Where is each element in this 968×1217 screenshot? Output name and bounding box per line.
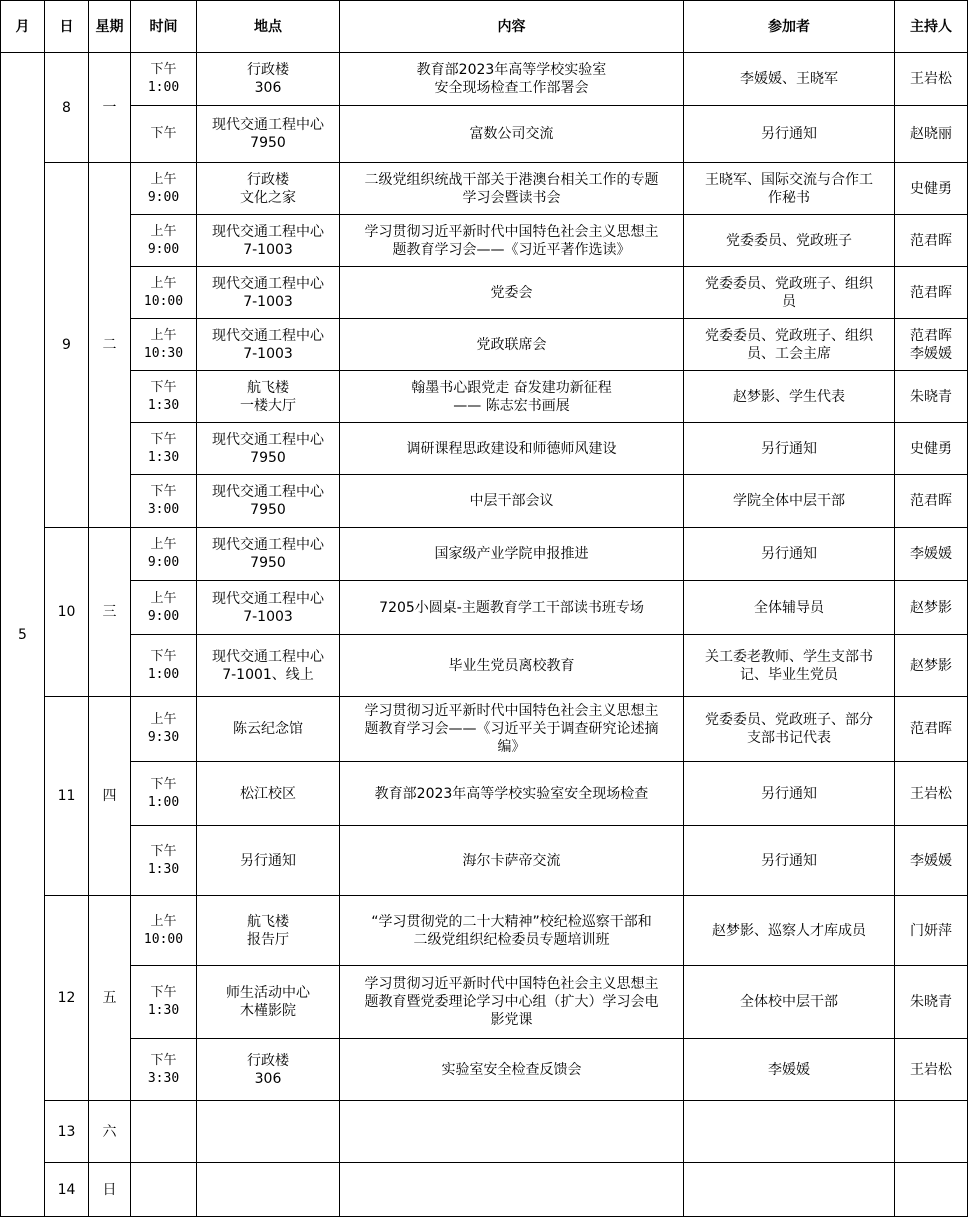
participants-cell	[684, 215, 895, 267]
month-cell: 5	[1, 53, 45, 1217]
schedule-row	[1, 1039, 968, 1101]
participants-cell	[684, 896, 895, 966]
time-cell	[131, 1163, 197, 1217]
time-line: 下午	[150, 985, 177, 1000]
time-line: 下午	[150, 843, 177, 859]
participants-line: 全体辅导员	[754, 599, 824, 616]
time-line: 下午	[150, 62, 177, 77]
location-cell	[197, 635, 340, 697]
header-row	[1, 1, 968, 53]
location-line: 报告厅	[247, 931, 289, 948]
host-cell	[895, 966, 968, 1039]
host-line: 史健勇	[910, 440, 952, 457]
content-cell	[340, 697, 684, 762]
content-line: 党委会	[490, 284, 533, 301]
content-line: 学习贯彻习近平新时代中国特色社会主义思想主	[364, 703, 659, 719]
location-cell	[197, 475, 340, 528]
schedule-row	[1, 826, 968, 896]
participants-line: 作秘书	[768, 189, 810, 206]
header-day: 日	[45, 1, 89, 53]
participants-cell	[684, 966, 895, 1039]
schedule-row	[1, 966, 968, 1039]
location-cell	[197, 896, 340, 966]
location-line: 现代交通工程中心	[212, 117, 324, 133]
host-line: 朱晓青	[910, 388, 952, 405]
participants-line: 党委委员、党政班子、部分	[705, 712, 873, 728]
content-line: 题教育暨党委理论学习中心组（扩大）学习会电	[364, 994, 659, 1010]
content-cell	[340, 1039, 684, 1101]
time-cell	[131, 762, 197, 826]
location-cell	[197, 1163, 340, 1217]
time-line: 上午	[150, 537, 177, 552]
host-cell	[895, 163, 968, 215]
time-cell	[131, 1039, 197, 1101]
schedule-row	[1, 53, 968, 106]
content-line: 编》	[497, 739, 526, 755]
location-line: 一楼大厅	[240, 397, 296, 414]
day-cell: 11	[45, 697, 89, 896]
host-line: 范君晖	[910, 232, 952, 249]
content-line: 海尔卡萨帝交流	[462, 852, 561, 869]
host-cell	[895, 762, 968, 826]
host-cell	[895, 215, 968, 267]
schedule-row	[1, 106, 968, 163]
participants-cell	[684, 697, 895, 762]
location-line: 7-1003	[243, 608, 293, 625]
participants-cell	[684, 762, 895, 826]
schedule-row	[1, 1163, 968, 1217]
weekday-cell: 四	[89, 697, 131, 896]
host-line: 赵晓丽	[910, 126, 952, 142]
participants-line: 李媛媛	[768, 1061, 810, 1078]
time-cell	[131, 475, 197, 528]
schedule-row	[1, 267, 968, 319]
time-line: 下午	[150, 431, 177, 447]
host-cell	[895, 319, 968, 371]
time-line: 下午	[150, 126, 177, 141]
weekday-cell: 二	[89, 163, 131, 528]
content-cell	[340, 1101, 684, 1163]
participants-line: 另行通知	[761, 126, 817, 142]
time-line: 1:30	[147, 1003, 180, 1018]
time-cell	[131, 319, 197, 371]
day-cell: 8	[45, 53, 89, 163]
header-month: 月	[1, 1, 45, 53]
time-line: 上午	[150, 223, 177, 239]
host-cell	[895, 53, 968, 106]
time-cell	[131, 215, 197, 267]
time-cell	[131, 826, 197, 896]
schedule-row	[1, 697, 968, 762]
location-line: 7950	[250, 135, 286, 151]
content-cell	[340, 826, 684, 896]
time-cell	[131, 697, 197, 762]
content-line: 教育部2023年高等学校实验室	[416, 62, 607, 78]
location-line: 现代交通工程中心	[212, 223, 324, 240]
location-line: 师生活动中心	[226, 985, 310, 1001]
host-cell	[895, 106, 968, 163]
content-line: 学习贯彻习近平新时代中国特色社会主义思想主	[364, 223, 659, 240]
participants-line: 员	[782, 293, 796, 310]
location-line: 7950	[250, 449, 286, 466]
schedule-body	[1, 53, 968, 1217]
content-line: 中层干部会议	[469, 493, 554, 509]
weekday-cell: 三	[89, 528, 131, 697]
content-line: 题教育学习会——《习近平关于调查研究论述摘	[364, 721, 659, 737]
location-line: 7950	[250, 502, 286, 518]
content-line: 二级党组织纪检委员专题培训班	[413, 931, 610, 948]
time-line: 10:30	[143, 345, 184, 361]
host-line: 朱晓青	[910, 994, 952, 1010]
location-line: 306	[254, 80, 282, 96]
location-line: 另行通知	[240, 852, 296, 869]
host-cell	[895, 1101, 968, 1163]
content-cell	[340, 528, 684, 581]
location-line: 现代交通工程中心	[212, 590, 324, 607]
location-line: 现代交通工程中心	[212, 648, 324, 665]
host-line: 赵梦影	[910, 599, 952, 616]
time-cell	[131, 267, 197, 319]
host-cell	[895, 896, 968, 966]
participants-line: 记、毕业生党员	[740, 666, 838, 683]
day-cell: 10	[45, 528, 89, 697]
time-line: 9:00	[147, 241, 180, 257]
host-line: 王岩松	[910, 1061, 952, 1078]
day-cell: 12	[45, 896, 89, 1101]
location-cell	[197, 966, 340, 1039]
schedule-row	[1, 475, 968, 528]
time-line: 3:00	[147, 502, 180, 517]
weekday-cell: 六	[89, 1101, 131, 1163]
host-line: 范君晖	[910, 327, 952, 344]
participants-cell	[684, 163, 895, 215]
host-cell	[895, 581, 968, 635]
weekday-cell: 五	[89, 896, 131, 1101]
host-line: 范君晖	[910, 284, 952, 301]
location-line: 文化之家	[240, 189, 296, 206]
time-line: 10:00	[143, 931, 184, 947]
content-cell	[340, 635, 684, 697]
participants-cell	[684, 106, 895, 163]
participants-cell	[684, 423, 895, 475]
weekday-cell: 日	[89, 1163, 131, 1217]
location-line: 306	[254, 1070, 282, 1087]
location-line: 现代交通工程中心	[212, 537, 324, 553]
host-line: 赵梦影	[910, 657, 952, 674]
time-cell	[131, 163, 197, 215]
participants-line: 另行通知	[761, 546, 817, 562]
participants-line: 赵梦影、巡察人才库成员	[712, 922, 866, 939]
content-line: 教育部2023年高等学校实验室安全现场检查	[374, 785, 649, 802]
time-line: 10:00	[143, 293, 184, 309]
participants-cell	[684, 267, 895, 319]
location-line: 航飞楼	[247, 379, 289, 396]
location-line: 木槿影院	[240, 1003, 296, 1019]
content-line: 实验室安全检查反馈会	[441, 1061, 582, 1078]
location-cell	[197, 697, 340, 762]
participants-line: 赵梦影、学生代表	[733, 388, 845, 405]
participants-line: 另行通知	[761, 440, 817, 457]
header-content: 内容	[340, 1, 684, 53]
content-cell	[340, 267, 684, 319]
content-line: 毕业生党员离校教育	[448, 657, 575, 674]
location-line: 7-1003	[243, 345, 293, 362]
time-line: 3:30	[147, 1070, 180, 1086]
time-line: 上午	[150, 327, 177, 343]
header-participants: 参加者	[684, 1, 895, 53]
participants-line: 另行通知	[761, 785, 817, 802]
time-cell	[131, 581, 197, 635]
content-line: 题教育学习会——《习近平著作选读》	[392, 241, 631, 258]
content-cell	[340, 581, 684, 635]
time-line: 9:00	[147, 608, 180, 624]
content-line: 学习贯彻习近平新时代中国特色社会主义思想主	[364, 976, 659, 992]
time-line: 下午	[150, 776, 177, 792]
host-line: 王岩松	[910, 785, 952, 802]
content-line: 党政联席会	[476, 336, 547, 353]
host-cell	[895, 697, 968, 762]
content-cell	[340, 163, 684, 215]
time-line: 9:00	[147, 189, 180, 205]
time-line: 1:00	[147, 80, 180, 95]
schedule-row	[1, 896, 968, 966]
time-cell	[131, 528, 197, 581]
host-line: 李媛媛	[910, 852, 952, 869]
time-cell	[131, 423, 197, 475]
location-line: 现代交通工程中心	[212, 484, 324, 500]
content-cell	[340, 896, 684, 966]
schedule-row	[1, 319, 968, 371]
time-line: 下午	[150, 379, 177, 395]
participants-cell	[684, 581, 895, 635]
time-line: 上午	[150, 712, 177, 727]
participants-line: 员、工会主席	[747, 345, 831, 362]
time-cell	[131, 53, 197, 106]
content-cell	[340, 423, 684, 475]
host-cell	[895, 1163, 968, 1217]
schedule-row	[1, 528, 968, 581]
participants-cell	[684, 53, 895, 106]
host-line: 李媛媛	[910, 345, 952, 362]
location-line: 7-1003	[243, 293, 293, 310]
schedule-row	[1, 1101, 968, 1163]
location-cell	[197, 826, 340, 896]
content-line: 7205小圆桌-主题教育学工干部读书班专场	[379, 599, 644, 616]
participants-line: 党委委员、党政班子、组织	[705, 275, 873, 292]
location-line: 松江校区	[240, 785, 296, 802]
time-line: 1:30	[147, 861, 180, 877]
location-line: 陈云纪念馆	[233, 721, 303, 737]
schedule-row	[1, 635, 968, 697]
location-cell	[197, 581, 340, 635]
time-line: 9:00	[147, 555, 180, 570]
host-line: 李媛媛	[910, 546, 952, 562]
location-cell	[197, 1101, 340, 1163]
participants-line: 党委委员、党政班子	[726, 232, 852, 249]
time-cell	[131, 966, 197, 1039]
header-location: 地点	[197, 1, 340, 53]
location-cell	[197, 106, 340, 163]
participants-cell	[684, 826, 895, 896]
participants-cell	[684, 475, 895, 528]
content-cell	[340, 371, 684, 423]
participants-cell	[684, 1101, 895, 1163]
content-cell	[340, 475, 684, 528]
time-cell	[131, 635, 197, 697]
location-line: 航飞楼	[247, 913, 289, 930]
time-line: 下午	[150, 484, 177, 499]
host-line: 范君晖	[910, 721, 952, 737]
host-cell	[895, 826, 968, 896]
location-line: 行政楼	[247, 62, 289, 78]
participants-line: 学院全体中层干部	[733, 493, 845, 509]
schedule-row	[1, 762, 968, 826]
time-cell	[131, 371, 197, 423]
day-cell: 14	[45, 1163, 89, 1217]
time-line: 1:30	[147, 449, 180, 465]
host-cell	[895, 371, 968, 423]
schedule-row	[1, 423, 968, 475]
location-line: 行政楼	[247, 1052, 289, 1069]
participants-cell	[684, 528, 895, 581]
location-cell	[197, 163, 340, 215]
host-cell	[895, 423, 968, 475]
location-line: 7950	[250, 555, 286, 571]
time-line: 1:30	[147, 397, 180, 413]
host-cell	[895, 528, 968, 581]
host-line: 史健勇	[910, 180, 952, 197]
content-cell	[340, 106, 684, 163]
time-cell	[131, 106, 197, 163]
location-cell	[197, 215, 340, 267]
schedule-row	[1, 215, 968, 267]
content-line: 二级党组织统战干部关于港澳台相关工作的专题	[364, 171, 659, 188]
time-line: 9:30	[147, 730, 180, 745]
header-host: 主持人	[895, 1, 968, 53]
participants-line: 关工委老教师、学生支部书	[705, 648, 873, 665]
time-line: 1:00	[147, 666, 180, 682]
location-cell	[197, 423, 340, 475]
host-cell	[895, 475, 968, 528]
content-cell	[340, 53, 684, 106]
host-cell	[895, 267, 968, 319]
participants-cell	[684, 319, 895, 371]
location-cell	[197, 267, 340, 319]
participants-line: 全体校中层干部	[740, 994, 838, 1010]
participants-line: 王晓军、国际交流与合作工	[705, 171, 873, 188]
time-line: 上午	[150, 590, 177, 606]
schedule-row	[1, 371, 968, 423]
host-cell	[895, 635, 968, 697]
content-line: 富数公司交流	[469, 126, 554, 142]
location-line: 现代交通工程中心	[212, 275, 324, 292]
participants-cell	[684, 1163, 895, 1217]
header-time: 时间	[131, 1, 197, 53]
location-cell	[197, 53, 340, 106]
location-line: 7-1003	[243, 241, 293, 258]
participants-line: 支部书记代表	[747, 730, 831, 746]
content-cell	[340, 1163, 684, 1217]
content-cell	[340, 762, 684, 826]
participants-cell	[684, 371, 895, 423]
schedule-row	[1, 581, 968, 635]
content-line: 翰墨书心跟党走 奋发建功新征程	[411, 379, 612, 396]
location-cell	[197, 528, 340, 581]
time-line: 上午	[150, 913, 177, 929]
time-line: 1:00	[147, 794, 180, 810]
time-line: 上午	[150, 171, 177, 187]
location-cell	[197, 319, 340, 371]
participants-line: 李媛媛、王晓军	[740, 71, 838, 87]
content-line: “学习贯彻党的二十大精神”校纪检巡察干部和	[371, 913, 652, 930]
day-cell: 13	[45, 1101, 89, 1163]
participants-cell	[684, 1039, 895, 1101]
content-line: —— 陈志宏书画展	[453, 397, 570, 414]
host-cell	[895, 1039, 968, 1101]
host-line: 王岩松	[910, 71, 952, 87]
participants-line: 另行通知	[761, 852, 817, 869]
location-cell	[197, 371, 340, 423]
content-cell	[340, 966, 684, 1039]
location-line: 现代交通工程中心	[212, 327, 324, 344]
location-cell	[197, 1039, 340, 1101]
participants-cell	[684, 635, 895, 697]
location-line: 7-1001、线上	[222, 666, 314, 683]
location-line: 行政楼	[247, 171, 289, 188]
host-line: 门妍萍	[910, 922, 952, 939]
content-cell	[340, 319, 684, 371]
host-line: 范君晖	[910, 493, 952, 509]
schedule-row	[1, 163, 968, 215]
content-line: 学习会暨读书会	[462, 189, 561, 206]
content-cell	[340, 215, 684, 267]
header-weekday: 星期	[89, 1, 131, 53]
time-cell	[131, 1101, 197, 1163]
time-cell	[131, 896, 197, 966]
location-line: 现代交通工程中心	[212, 431, 324, 448]
content-line: 国家级产业学院申报推进	[434, 546, 589, 562]
time-line: 下午	[150, 648, 177, 664]
time-line: 下午	[150, 1052, 177, 1068]
content-line: 安全现场检查工作部署会	[434, 80, 589, 96]
participants-line: 党委委员、党政班子、组织	[705, 327, 873, 344]
content-line: 调研课程思政建设和师德师风建设	[406, 440, 617, 457]
day-cell: 9	[45, 163, 89, 528]
content-line: 影党课	[490, 1012, 533, 1028]
weekday-cell: 一	[89, 53, 131, 163]
location-cell	[197, 762, 340, 826]
time-line: 上午	[150, 275, 177, 291]
